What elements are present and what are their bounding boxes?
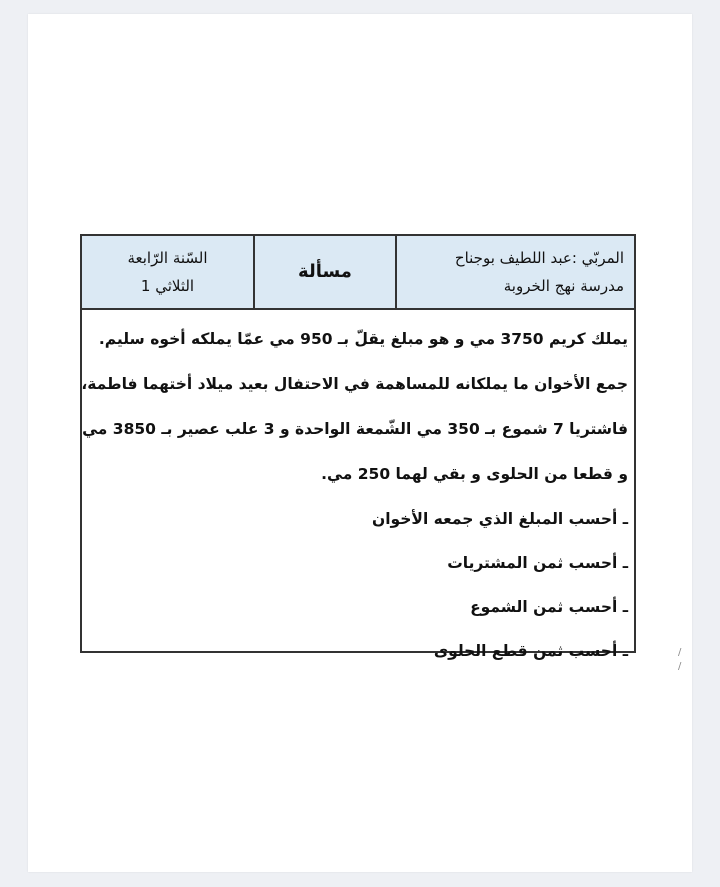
problem-line: يملك كريم 3750 مي و هو مبلغ يقلّ بـ 950 مي عمّا يملكه أخوه سليم. bbox=[98, 330, 628, 348]
question-item: ـ أحسب المبلغ الذي جمعه الأخوان bbox=[372, 510, 628, 528]
term: الثلاثي 1 bbox=[140, 277, 195, 295]
problem-body bbox=[82, 310, 634, 662]
problem-line: جمع الأخوان ما يملكانه للمساهمة في الاحتفال بعيد ميلاد أختهما فاطمة، bbox=[81, 375, 628, 393]
worksheet-title: مسألة bbox=[298, 261, 352, 282]
problem-line: فاشتريا 7 شموع بـ 350 مي الشّمعة الواحدة و 3 علب عصير بـ 3850 مي bbox=[82, 420, 628, 438]
grade-level: السّنة الرّابعة bbox=[127, 249, 208, 267]
title-cell bbox=[253, 236, 395, 308]
question-item: ـ أحسب ثمن المشتريات bbox=[447, 554, 628, 572]
worksheet-header bbox=[82, 236, 634, 310]
document-page bbox=[28, 14, 692, 872]
worksheet-table bbox=[80, 234, 636, 660]
question-item: ـ أحسب ثمن قطع الحلوى bbox=[433, 642, 628, 660]
level-cell bbox=[82, 236, 253, 308]
school-name: مدرسة نهج الخروبة bbox=[503, 277, 624, 295]
problem-line: و قطعا من الحلوى و بقي لهما 250 مي. bbox=[321, 465, 628, 483]
teacher-cell bbox=[395, 236, 634, 308]
question-item: ـ أحسب ثمن الشموع bbox=[470, 598, 628, 616]
margin-marks: / / bbox=[678, 647, 682, 672]
teacher-name: المربّي :عبد اللطيف بوجناح bbox=[454, 249, 624, 267]
